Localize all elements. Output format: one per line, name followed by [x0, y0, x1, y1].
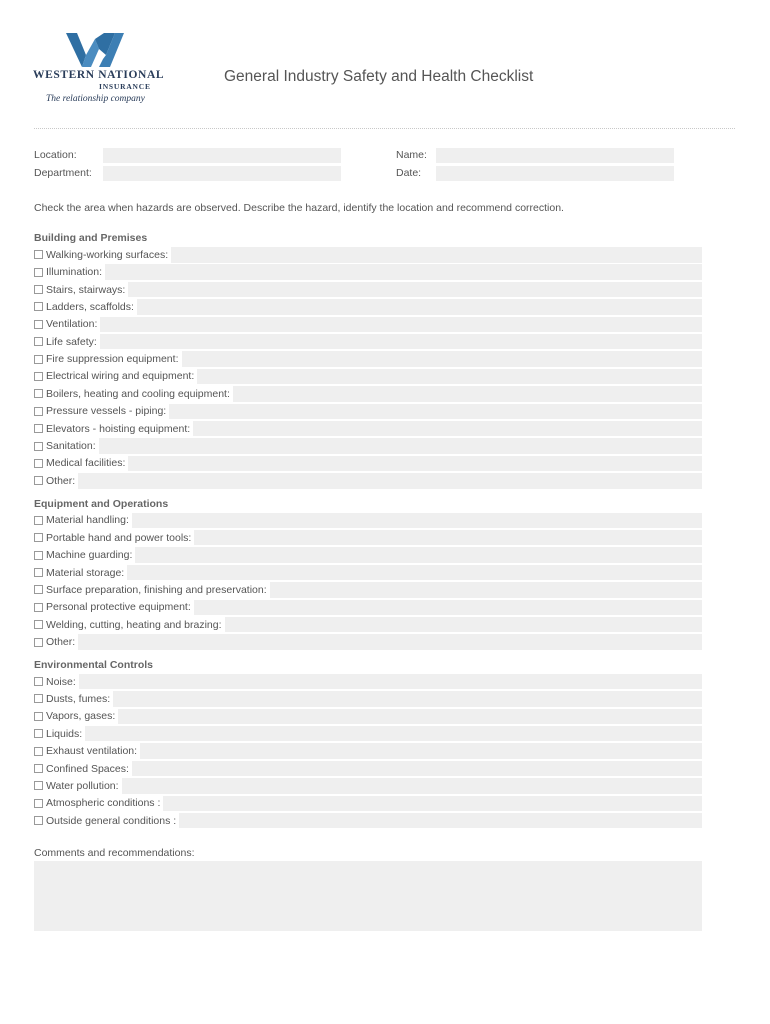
checklist-sections: [34, 230, 702, 835]
item-input[interactable]: [113, 691, 702, 707]
item-label: Vapors, gases:: [46, 710, 116, 723]
checkbox[interactable]: [34, 677, 43, 686]
item-input[interactable]: [194, 600, 702, 616]
item-label: Material storage:: [46, 566, 125, 579]
item-label: Liquids:: [46, 727, 83, 740]
item-input[interactable]: [122, 778, 702, 794]
section-equipment-operations: [34, 496, 702, 650]
checkbox[interactable]: [34, 372, 43, 381]
item-input[interactable]: [105, 264, 702, 280]
item-label: Welding, cutting, heating and brazing:: [46, 618, 222, 631]
checklist-row: [34, 369, 702, 385]
checkbox[interactable]: [34, 585, 43, 594]
item-input[interactable]: [99, 438, 702, 454]
item-input[interactable]: [169, 404, 702, 420]
section-heading: Environmental Controls: [34, 658, 154, 671]
item-input[interactable]: [163, 796, 702, 812]
item-label: Pressure vessels - piping:: [46, 405, 167, 418]
item-label: Medical facilities:: [46, 457, 126, 470]
item-label: Life safety:: [46, 335, 97, 348]
item-input[interactable]: [193, 421, 702, 437]
item-input[interactable]: [140, 743, 702, 759]
item-input[interactable]: [194, 530, 702, 546]
item-input[interactable]: [78, 634, 702, 650]
item-label: Elevators - hoisting equipment:: [46, 422, 191, 435]
item-input[interactable]: [100, 317, 702, 333]
checklist-row: [34, 404, 702, 420]
checklist-row: [34, 247, 702, 263]
item-input[interactable]: [225, 617, 702, 633]
checklist-row: [34, 796, 702, 812]
date-field[interactable]: [436, 166, 674, 181]
item-input[interactable]: [270, 582, 702, 598]
checklist-row: [34, 634, 702, 650]
item-input[interactable]: [85, 726, 702, 742]
checklist-row: [34, 726, 702, 742]
item-label: Water pollution:: [46, 779, 119, 792]
checkbox[interactable]: [34, 476, 43, 485]
checklist-row: [34, 334, 702, 350]
checklist-row: [34, 421, 702, 437]
item-input[interactable]: [128, 456, 702, 472]
item-input[interactable]: [79, 674, 702, 690]
name-label: Name:: [396, 149, 427, 161]
item-label: Surface preparation, finishing and preservation:: [46, 583, 267, 596]
checkbox[interactable]: [34, 424, 43, 433]
item-label: Stairs, stairways:: [46, 283, 126, 296]
item-label: Electrical wiring and equipment:: [46, 370, 195, 383]
item-input[interactable]: [128, 282, 702, 298]
item-label: Confined Spaces:: [46, 762, 129, 775]
checkbox[interactable]: [34, 250, 43, 259]
checkbox[interactable]: [34, 764, 43, 773]
checklist-row: [34, 674, 702, 690]
section-building-premises: [34, 230, 702, 489]
checkbox[interactable]: [34, 694, 43, 703]
item-input[interactable]: [171, 247, 702, 263]
checkbox[interactable]: [34, 355, 43, 364]
item-input[interactable]: [233, 386, 702, 402]
checklist-row: [34, 761, 702, 777]
checkbox[interactable]: [34, 638, 43, 647]
checklist-row: [34, 530, 702, 546]
item-label: Exhaust ventilation:: [46, 745, 138, 758]
checklist-row: [34, 299, 702, 315]
comments-label: Comments and recommendations:: [34, 847, 195, 859]
item-input[interactable]: [118, 709, 702, 725]
checkbox[interactable]: [34, 337, 43, 346]
item-label: Illumination:: [46, 266, 103, 279]
checkbox[interactable]: [34, 620, 43, 629]
checkbox[interactable]: [34, 320, 43, 329]
checkbox[interactable]: [34, 302, 43, 311]
checkbox[interactable]: [34, 747, 43, 756]
checklist-row: [34, 691, 702, 707]
checkbox[interactable]: [34, 407, 43, 416]
item-label: Boilers, heating and cooling equipment:: [46, 387, 230, 400]
checklist-row: [34, 600, 702, 616]
item-input[interactable]: [179, 813, 702, 829]
checkbox[interactable]: [34, 459, 43, 468]
item-label: Material handling:: [46, 514, 129, 527]
item-input[interactable]: [78, 473, 702, 489]
item-input[interactable]: [197, 369, 702, 385]
item-input[interactable]: [127, 565, 702, 581]
location-label: Location:: [34, 149, 77, 161]
page-title: General Industry Safety and Health Checklist: [224, 68, 534, 85]
checkbox[interactable]: [34, 442, 43, 451]
department-field[interactable]: [103, 166, 341, 181]
checkbox[interactable]: [34, 516, 43, 525]
checklist-row: [34, 617, 702, 633]
instructions-text: Check the area when hazards are observed. Describe the hazard, identify the location and recommend correction.: [34, 202, 564, 214]
item-label: Noise:: [46, 675, 76, 688]
checkbox[interactable]: [34, 729, 43, 738]
section-heading: Building and Premises: [34, 232, 148, 244]
checkbox[interactable]: [34, 533, 43, 542]
item-label: Walking-working surfaces:: [46, 248, 169, 261]
item-label: Ladders, scaffolds:: [46, 300, 134, 313]
logo-company-subname: INSURANCE: [99, 82, 151, 91]
checklist-row: [34, 582, 702, 598]
item-label: Fire suppression equipment:: [46, 353, 179, 366]
checklist-row: [34, 513, 702, 529]
checklist-row: [34, 547, 702, 563]
header-divider: [34, 128, 735, 129]
item-input[interactable]: [132, 761, 702, 777]
checklist-row: [34, 438, 702, 454]
checklist-row: [34, 282, 702, 298]
date-label: Date:: [396, 167, 422, 179]
checklist-row: [34, 456, 702, 472]
item-label: Machine guarding:: [46, 549, 133, 562]
logo-tagline: The relationship company: [46, 94, 145, 104]
item-label: Other:: [46, 636, 76, 649]
item-label: Outside general conditions :: [46, 814, 177, 827]
section-environmental-controls: [34, 657, 702, 829]
checkbox[interactable]: [34, 285, 43, 294]
item-label: Atmospheric conditions :: [46, 797, 161, 810]
checklist-row: [34, 565, 702, 581]
item-input[interactable]: [182, 351, 703, 367]
item-input[interactable]: [132, 513, 702, 529]
item-input[interactable]: [135, 547, 702, 563]
checkbox[interactable]: [34, 712, 43, 721]
section-heading: Equipment and Operations: [34, 497, 169, 510]
checklist-row: [34, 778, 702, 794]
checkbox[interactable]: [34, 568, 43, 577]
logo-company-name: WESTERN NATIONAL: [33, 69, 165, 81]
checkbox[interactable]: [34, 268, 43, 277]
w-logo-icon: [66, 33, 124, 67]
checkbox[interactable]: [34, 551, 43, 560]
checklist-row: [34, 351, 702, 367]
department-label: Department:: [34, 167, 92, 179]
checklist-row: [34, 709, 702, 725]
location-field[interactable]: [103, 148, 341, 163]
item-label: Other:: [46, 474, 76, 487]
checkbox[interactable]: [34, 799, 43, 808]
checkbox[interactable]: [34, 389, 43, 398]
item-label: Personal protective equipment:: [46, 601, 191, 614]
item-input[interactable]: [137, 299, 702, 315]
checklist-row: [34, 264, 702, 280]
checklist-row: [34, 317, 702, 333]
name-field[interactable]: [436, 148, 674, 163]
checklist-row: [34, 386, 702, 402]
checklist-row: [34, 743, 702, 759]
checkbox[interactable]: [34, 603, 43, 612]
checkbox[interactable]: [34, 816, 43, 825]
checkbox[interactable]: [34, 781, 43, 790]
item-input[interactable]: [100, 334, 702, 350]
checklist-row: [34, 473, 702, 489]
company-logo: [33, 33, 163, 113]
item-label: Sanitation:: [46, 440, 96, 453]
item-label: Portable hand and power tools:: [46, 531, 192, 544]
comments-textarea[interactable]: [34, 861, 702, 931]
item-label: Ventilation:: [46, 318, 98, 331]
item-label: Dusts, fumes:: [46, 692, 111, 705]
checklist-row: [34, 813, 702, 829]
